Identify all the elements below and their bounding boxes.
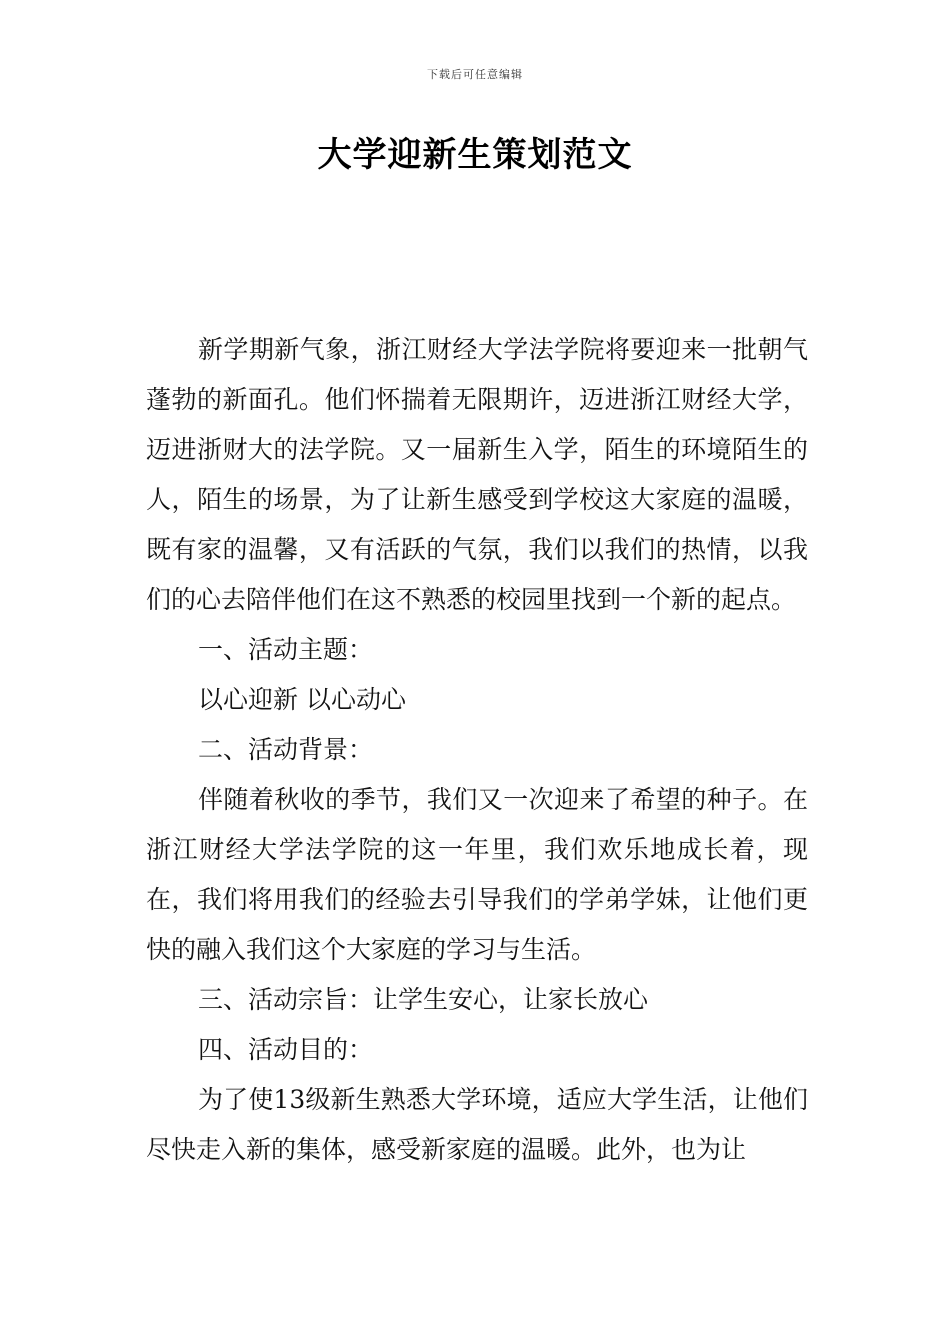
goals-paragraph: 为了使13级新生熟悉大学环境，适应大学生活，让他们尽快走入新的集体，感受新家庭的温暖。此外，也为让 xyxy=(146,1085,808,1164)
section-heading-purpose: 三、活动宗旨：让学生安心，让家长放心 xyxy=(198,985,649,1014)
section-heading-theme: 一、活动主题： xyxy=(198,635,374,664)
theme-text: 以心迎新 以心动心 xyxy=(198,685,406,714)
section-heading-background: 二、活动背景： xyxy=(198,735,374,764)
document-title: 大学迎新生策划范文 xyxy=(317,135,633,175)
intro-paragraph: 新学期新气象，浙江财经大学法学院将要迎来一批朝气蓬勃的新面孔。他们怀揣着无限期许，迈进浙江财经大学，迈进浙财大的法学院。又一届新生入学，陌生的环境陌生的人，陌生的场景，为了让新生感受到学校这大家庭的温暖，既有家的温馨，又有活跃的气氛，我们以我们的热情，以我们的心去陪伴他们在这不熟悉的校园里找到一个新的起点。 xyxy=(146,335,808,614)
section-heading-goals: 四、活动目的： xyxy=(198,1035,374,1064)
background-paragraph: 伴随着秋收的季节，我们又一次迎来了希望的种子。在浙江财经大学法学院的这一年里，我们欢乐地成长着，现在，我们将用我们的经验去引导我们的学弟学妹，让他们更快的融入我们这个大家庭的学习与生活。 xyxy=(146,785,808,964)
document-body xyxy=(146,325,808,1175)
page-header-note: 下载后可任意编辑 xyxy=(427,68,523,81)
